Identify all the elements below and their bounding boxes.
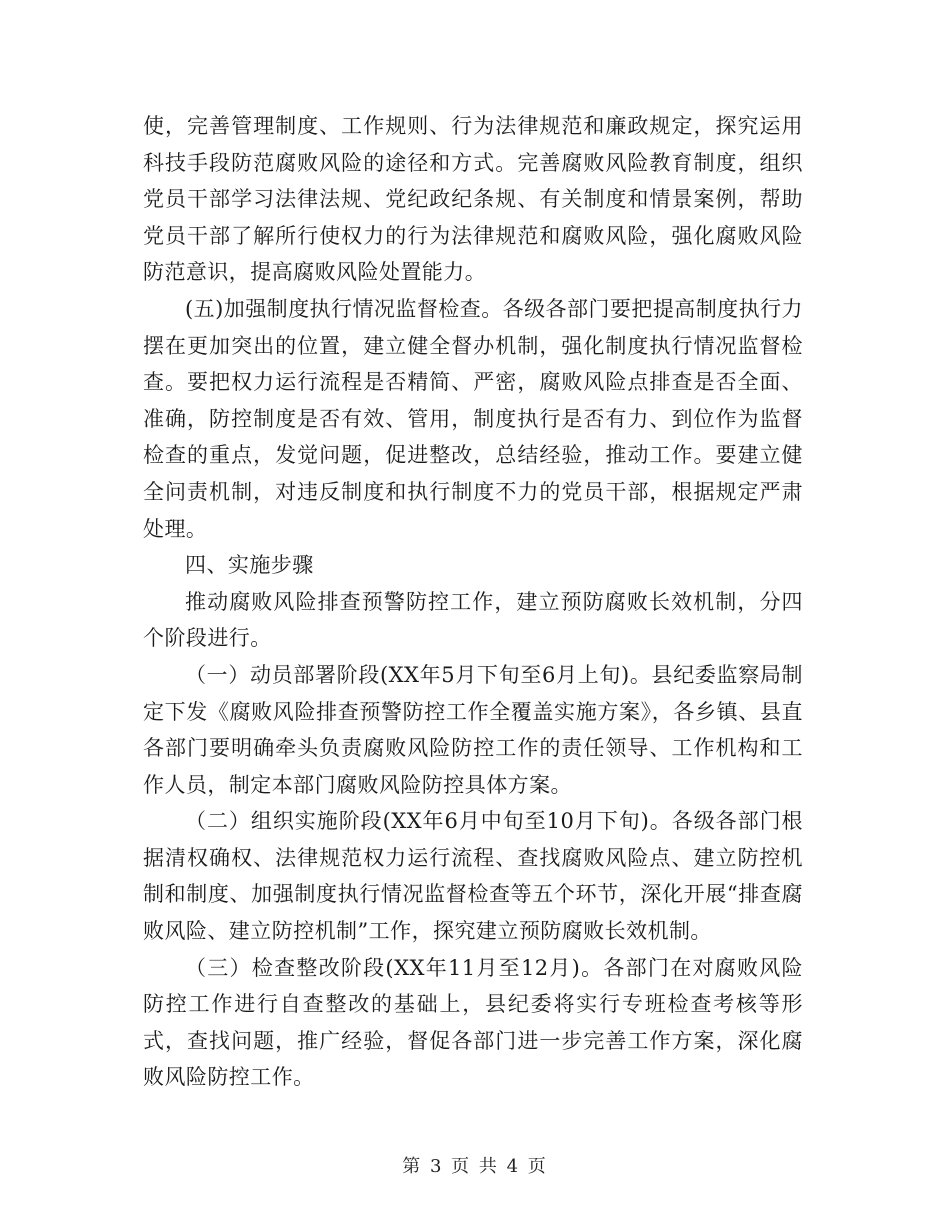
page-footer: 第 3 页 共 4 页: [402, 1156, 548, 1177]
paragraph-continued: 使，完善管理制度、工作规则、行为法律规范和廉政规定，探究运用科技手段防范腐败风险的途径和方式。完善腐败风险教育制度，组织党员干部学习法律法规、党纪政纪条规、有关制度和情景案例，帮助党员干部了解所行使权力的行为法律规范和腐败风险，强化腐败风险防范意识，提高腐败风险处置能力。: [143, 114, 803, 285]
paragraph-stages-intro: 推动腐败风险排查预警防控工作，建立预防腐败长效机制，分四个阶段进行。: [143, 589, 803, 651]
paragraph-stage-one: （一）动员部署阶段(XX年5月下旬至6月上旬)。县纪委监察局制定下发《腐败风险排查预警防控工作全覆盖实施方案》，各乡镇、县直各部门要明确牵头负责腐败风险防控工作的责任领导、工作机构和工作人员，制定本部门腐败风险防控具体方案。: [143, 662, 803, 797]
document-body: [143, 108, 803, 1096]
paragraph-stage-three: （三）检查整改阶段(XX年11月至12月)。各部门在对腐败风险防控工作进行自查整改的基础上，县纪委将实行专班检查考核等形式，查找问题，推广经验，督促各部门进一步完善工作方案，深化腐败风险防控工作。: [143, 955, 803, 1090]
section-heading-implementation-steps: 四、实施步骤: [185, 553, 314, 578]
paragraph-stage-two: （二）组织实施阶段(XX年6月中旬至10月下旬)。各级各部门根据清权确权、法律规范权力运行流程、查找腐败风险点、建立防控机制和制度、加强制度执行情况监督检查等五个环节，深化开展“排查腐败风险、建立防控机制”工作，探究建立预防腐败长效机制。: [143, 809, 803, 944]
paragraph-supervision: (五)加强制度执行情况监督检查。各级各部门要把提高制度执行力摆在更加突出的位置，建立健全督办机制，强化制度执行情况监督检查。要把权力运行流程是否精简、严密，腐败风险点排查是否全面、准确，防控制度是否有效、管用，制度执行是否有力、到位作为监督检查的重点，发觉问题，促进整改，总结经验，推动工作。要建立健全问责机制，对违反制度和执行制度不力的党员干部，根据规定严肃处理。: [143, 296, 803, 541]
